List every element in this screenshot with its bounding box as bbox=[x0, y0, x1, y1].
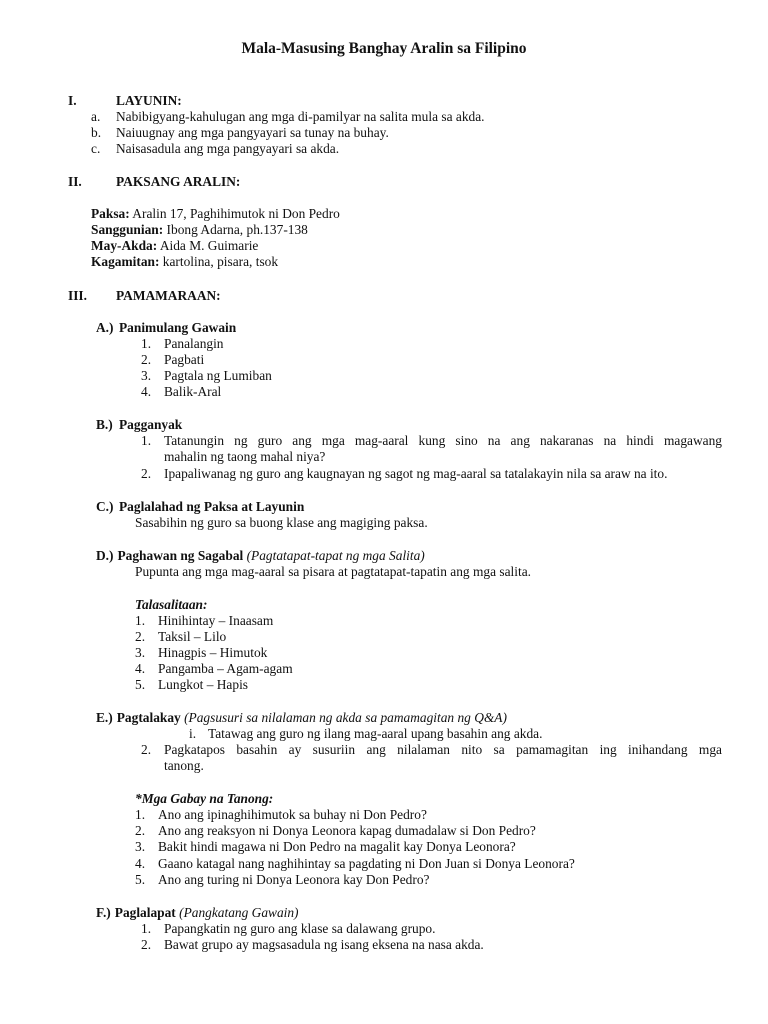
list-item: Nabibigyang-kahulugan ang mga di-pamilyar na salita mula sa akda. bbox=[116, 109, 485, 124]
field-label: Sanggunian: bbox=[91, 222, 164, 237]
subsection-note: (Pangkatang Gawain) bbox=[175, 905, 299, 920]
list-item: Naiuugnay ang mga pangyayari sa tunay na buhay. bbox=[116, 125, 389, 140]
section-heading-paksang-aralin: PAKSANG ARALIN: bbox=[116, 174, 241, 189]
list-marker: 1. bbox=[141, 336, 152, 351]
list-item: Pagtala ng Lumiban bbox=[164, 368, 272, 383]
subsection-title: Pagtalakay bbox=[116, 710, 181, 725]
subsection-marker: C.) bbox=[96, 499, 114, 514]
section-number: II. bbox=[68, 174, 82, 189]
list-marker: 3. bbox=[141, 368, 152, 383]
subsection-heading-paglalahad: Paglalahad ng Paksa at Layunin bbox=[119, 499, 305, 514]
list-marker: 4. bbox=[135, 661, 146, 676]
vocabulary-item: Hinagpis – Himutok bbox=[158, 645, 268, 660]
question-item: Bakit hindi magawa ni Don Pedro na magalit kay Donya Leonora? bbox=[158, 839, 516, 854]
subsection-heading-panimulang-gawain: Panimulang Gawain bbox=[119, 320, 237, 335]
list-marker: 5. bbox=[135, 872, 146, 887]
subsection-heading-pagtalakay bbox=[96, 710, 507, 726]
list-item: Panalangin bbox=[164, 336, 224, 351]
list-marker: c. bbox=[91, 141, 101, 156]
vocabulary-item: Pangamba – Agam-agam bbox=[158, 661, 293, 676]
subsection-marker: D.) bbox=[96, 548, 114, 563]
vocabulary-item: Hinihintay – Inaasam bbox=[158, 613, 274, 628]
list-marker: 2. bbox=[135, 629, 146, 644]
list-marker: 2. bbox=[141, 742, 152, 757]
vocabulary-item: Taksil – Lilo bbox=[158, 629, 227, 644]
list-marker: 2. bbox=[141, 352, 152, 367]
list-item: Pagkatapos basahin ay susuriin ang nilalaman nito sa pamamagitan ing inihandang mga bbox=[164, 742, 722, 757]
subsection-marker: E.) bbox=[96, 710, 113, 725]
list-marker: 4. bbox=[135, 856, 146, 871]
vocabulary-heading: Talasalitaan: bbox=[135, 597, 208, 612]
document-title: Mala-Masusing Banghay Aralin sa Filipino bbox=[241, 40, 527, 57]
list-item: Tatawag ang guro ng ilang mag-aaral upang basahin ang akda. bbox=[208, 726, 543, 741]
list-item: Tatanungin ng guro ang mga mag-aaral kung sino na ang nakaranas na hindi magawang bbox=[164, 433, 722, 448]
subsection-heading-paglalapat bbox=[96, 905, 299, 921]
list-marker: 1. bbox=[135, 613, 146, 628]
list-item-continuation: mahalin ng taong mahal niya? bbox=[164, 449, 326, 464]
subsection-marker: B.) bbox=[96, 417, 113, 432]
subsection-title: Paghawan ng Sagabal bbox=[117, 548, 244, 563]
field-label: May-Akda: bbox=[91, 238, 158, 253]
list-marker: 2. bbox=[141, 937, 152, 952]
list-marker: 4. bbox=[141, 384, 152, 399]
list-marker: 2. bbox=[141, 466, 152, 481]
section-heading-layunin: LAYUNIN: bbox=[116, 93, 182, 108]
list-marker: 2. bbox=[135, 823, 146, 838]
question-item: Ano ang ipinaghihimutok sa buhay ni Don Pedro? bbox=[158, 807, 427, 822]
subsection-note: (Pagsusuri sa nilalaman ng akda sa pamamagitan ng Q&A) bbox=[180, 710, 507, 725]
list-marker: 3. bbox=[135, 839, 146, 854]
list-item-continuation: tanong. bbox=[164, 758, 204, 773]
vocabulary-item: Lungkot – Hapis bbox=[158, 677, 249, 692]
subsection-marker: F.) bbox=[96, 905, 111, 920]
field-value: kartolina, pisara, tsok bbox=[159, 254, 279, 269]
paragraph: Sasabihin ng guro sa buong klase ang magiging paksa. bbox=[135, 515, 428, 530]
list-item: Ipapaliwanag ng guro ang kaugnayan ng sagot ng mag-aaral sa tatalakayin nila sa araw na ito. bbox=[164, 466, 668, 481]
list-item: Bawat grupo ay magsasadula ng isang eksena na nasa akda. bbox=[164, 937, 484, 952]
list-marker: b. bbox=[91, 125, 102, 140]
subsection-note: (Pagtatapat-tapat ng mga Salita) bbox=[243, 548, 425, 563]
paragraph: Pupunta ang mga mag-aaral sa pisara at pagtatapat-tapatin ang mga salita. bbox=[135, 564, 531, 579]
list-marker: 5. bbox=[135, 677, 146, 692]
field-value: Aida M. Guimarie bbox=[157, 238, 259, 253]
field-label: Paksa: bbox=[91, 206, 130, 221]
list-marker: i. bbox=[189, 726, 197, 741]
list-marker: 1. bbox=[141, 433, 152, 448]
question-item: Ano ang reaksyon ni Donya Leonora kapag dumadalaw si Don Pedro? bbox=[158, 823, 536, 838]
list-marker: a. bbox=[91, 109, 101, 124]
field-label: Kagamitan: bbox=[91, 254, 160, 269]
question-item: Ano ang turing ni Donya Leonora kay Don Pedro? bbox=[158, 872, 430, 887]
list-item: Pagbati bbox=[164, 352, 205, 367]
subsection-marker: A.) bbox=[96, 320, 114, 335]
section-number: I. bbox=[68, 93, 77, 108]
list-item: Balik-Aral bbox=[164, 384, 222, 399]
field-value: Aralin 17, Paghihimutok ni Don Pedro bbox=[129, 206, 340, 221]
field-sanggunian bbox=[91, 222, 308, 238]
subsection-heading-pagganyak: Pagganyak bbox=[119, 417, 183, 432]
list-marker: 1. bbox=[141, 921, 152, 936]
field-paksa bbox=[91, 206, 340, 222]
section-number: III. bbox=[68, 288, 87, 303]
list-item: Papangkatin ng guro ang klase sa dalawang grupo. bbox=[164, 921, 436, 936]
subsection-heading-paghawan bbox=[96, 548, 425, 564]
field-value: Ibong Adarna, ph.137-138 bbox=[163, 222, 308, 237]
questions-heading: *Mga Gabay na Tanong: bbox=[135, 791, 274, 806]
field-kagamitan bbox=[91, 254, 278, 270]
subsection-title: Paglalapat bbox=[114, 905, 176, 920]
question-item: Gaano katagal nang naghihintay sa pagdating ni Don Juan si Donya Leonora? bbox=[158, 856, 575, 871]
field-may-akda bbox=[91, 238, 258, 254]
list-marker: 3. bbox=[135, 645, 146, 660]
section-heading-pamamaraan: PAMAMARAAN: bbox=[116, 288, 221, 303]
list-marker: 1. bbox=[135, 807, 146, 822]
list-item: Naisasadula ang mga pangyayari sa akda. bbox=[116, 141, 340, 156]
